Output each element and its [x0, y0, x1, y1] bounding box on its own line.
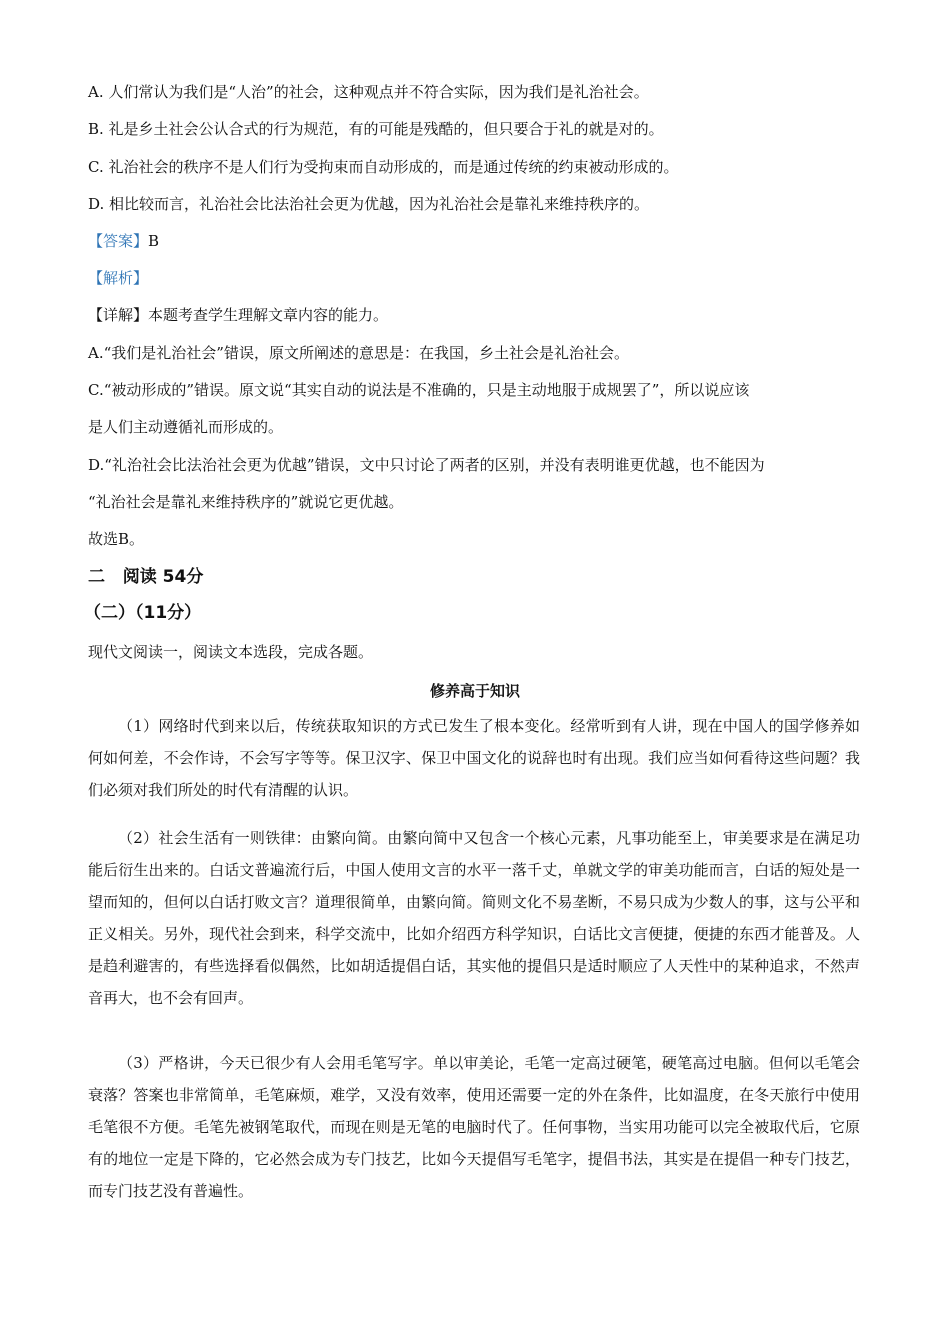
option-b: B. 礼是乡土社会公认合式的行为规范，有的可能是残酷的，但只要合于礼的就是对的。	[88, 120, 664, 138]
option-a: A. 人们常认为我们是“人治”的社会，这种观点并不符合实际，因为我们是礼治社会。	[88, 83, 649, 101]
paragraph-2: （2）社会生活有一则铁律：由繁向简。由繁向简中又包含一个核心元素，凡事功能至上，审美要求是在满足功能后衍生出来的。白话文普遍流行后，中国人使用文言的水平一落千丈，单就文学的审美功能而言，白话的短处是一望而知的，但何以白话打败文言？道理很简单，由繁向简。简则文化不易垄断，不易只成为少数人的事，这与公平和正义相关。另外，现代社会到来，科学交流中，比如介绍西方科学知识，白话比文言便捷，便捷的东西才能普及。人是趋利避害的，有些选择看似偶然，比如胡适提倡白话，其实他的提倡只是适时顺应了人天性中的某种追求，不然声音再大，也不会有回声。	[88, 829, 860, 1007]
section-heading: 二 阅读 54分	[88, 567, 204, 587]
conclusion: 故选B。	[88, 530, 145, 548]
explain-d-line2: “礼治社会是靠礼来维持秩序的”就说它更优越。	[88, 493, 404, 511]
explain-c-line1: C.“被动形成的”错误。原文说“其实自动的说法是不准确的，只是主动地服于成规罢了”，所以说应该	[88, 381, 750, 399]
explain-a: A.“我们是礼治社会”错误，原文所阐述的意思是：在我国，乡土社会是礼治社会。	[88, 344, 629, 362]
explain-c-line2: 是人们主动遵循礼而形成的。	[88, 418, 284, 436]
option-c: C. 礼治社会的秩序不是人们行为受拘束而自动形成的，而是通过传统的约束被动形成的。	[88, 158, 679, 176]
answer-value: B	[148, 232, 160, 250]
answer-label: 【答案】	[88, 232, 149, 250]
article-title: 修养高于知识	[429, 682, 520, 700]
answer-row	[88, 231, 159, 251]
paragraph-3: （3）严格讲，今天已很少有人会用毛笔写字。单以审美论，毛笔一定高过硬笔，硬笔高过电脑。但何以毛笔会衰落？答案也非常简单，毛笔麻烦，难学，又没有效率，使用还需要一定的外在条件，比如温度，在冬天旅行中使用毛笔很不方便。毛笔先被钢笔取代，而现在则是无笔的电脑时代了。任何事物，当实用功能可以完全被取代后，它原有的地位一定是下降的，它必然会成为专门技艺，比如今天提倡写毛笔字，提倡书法，其实是在提倡一种专门技艺，而专门技艺没有普遍性。	[88, 1054, 860, 1200]
instruction: 现代文阅读一，阅读文本选段，完成各题。	[88, 643, 374, 661]
analysis-label: 【解析】	[88, 269, 149, 287]
paragraph-1: （1）网络时代到来以后，传统获取知识的方式已发生了根本变化。经常听到有人讲，现在中国人的国学修养如何如何差，不会作诗，不会写字等等。保卫汉字、保卫中国文化的说辞也时有出现。我们应当如何看待这些问题？我们必须对我们所处的时代有清醒的认识。	[88, 717, 860, 799]
sub-heading: （二）（11分）	[84, 603, 202, 623]
option-d: D. 相比较而言，礼治社会比法治社会更为优越，因为礼治社会是靠礼来维持秩序的。	[88, 195, 650, 213]
detail-line: 【详解】本题考查学生理解文章内容的能力。	[88, 306, 389, 324]
explain-d-line1: D.“礼治社会比法治社会更为优越”错误，文中只讨论了两者的区别，并没有表明谁更优越，也不能因为	[88, 456, 765, 474]
